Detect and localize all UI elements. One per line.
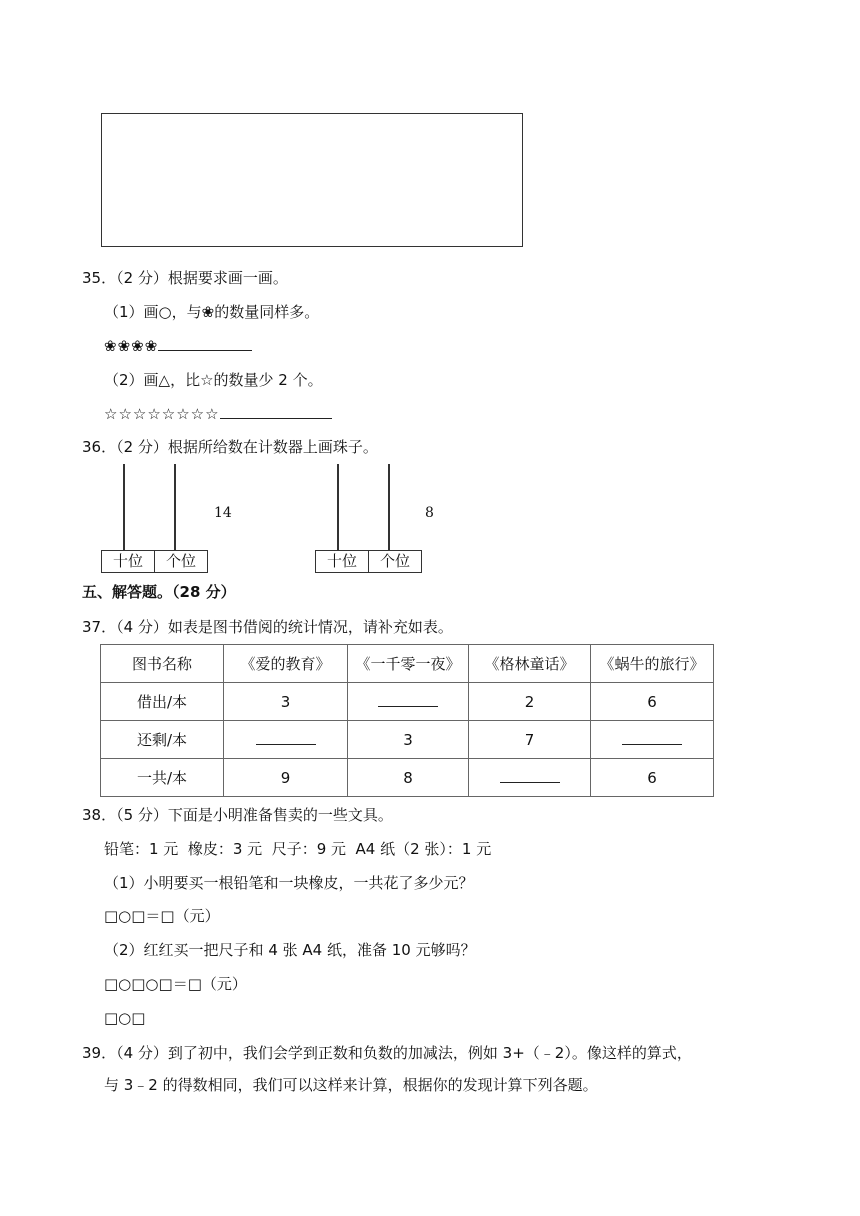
- q38-formula3[interactable]: □○□: [104, 1009, 146, 1027]
- flower-icons: ❀❀❀❀: [104, 337, 159, 355]
- q37-header: 37．（4 分）如表是图书借阅的统计情况，请补充如表。: [82, 618, 453, 636]
- header-cell: 《一千零一夜》: [348, 645, 469, 683]
- row-label: 还剩/本: [101, 721, 224, 759]
- row-label: 一共/本: [101, 759, 224, 797]
- abacus-2[interactable]: [315, 464, 435, 574]
- q35-header: 35．（2 分）根据要求画一画。: [82, 269, 288, 287]
- abacus-rod-ones: [174, 464, 176, 550]
- q36-header: 36．（2 分）根据所给数在计数器上画珠子。: [82, 438, 378, 456]
- table-cell-blank[interactable]: [469, 759, 591, 797]
- table-cell: 6: [591, 759, 714, 797]
- row-label: 借出/本: [101, 683, 224, 721]
- q35-flowers-row: [104, 336, 252, 356]
- table-header-row: [101, 645, 714, 683]
- q38-formula2[interactable]: □○□○□＝□（元）: [104, 975, 247, 993]
- q35-stars-row: [104, 404, 332, 424]
- tens-label: 十位: [112, 552, 143, 570]
- abacus-2-number: 8: [425, 505, 434, 521]
- drawing-answer-box[interactable]: [101, 113, 523, 247]
- table-cell: 9: [224, 759, 348, 797]
- q38-header: 38．（5 分）下面是小明准备售卖的一些文具。: [82, 806, 393, 824]
- abacus-rod-tens: [123, 464, 125, 550]
- abacus-base: [101, 550, 208, 573]
- answer-blank[interactable]: [378, 696, 438, 707]
- q39-line2: 与 3﹣2 的得数相同，我们可以这样来计算，根据你的发现计算下列各题。: [104, 1076, 598, 1094]
- table-cell: 6: [591, 683, 714, 721]
- header-cell: 《格林童话》: [469, 645, 591, 683]
- star-icons: ☆☆☆☆☆☆☆☆: [104, 405, 220, 423]
- table-cell-blank[interactable]: [224, 721, 348, 759]
- table-row: [101, 683, 714, 721]
- q38-prices: 铅笔：1 元 橡皮：3 元 尺子：9 元 A4 纸（2 张）：1 元: [104, 840, 492, 858]
- abacus-base: [315, 550, 422, 573]
- table-cell: 3: [348, 721, 469, 759]
- table-row: [101, 721, 714, 759]
- table-cell: 3: [224, 683, 348, 721]
- q35-answer-blank-2[interactable]: [220, 404, 332, 419]
- abacus-rod-tens: [337, 464, 339, 550]
- table-cell: 2: [469, 683, 591, 721]
- table-cell-blank[interactable]: [591, 721, 714, 759]
- q35-part1: （1）画○，与❀的数量同样多。: [104, 303, 320, 321]
- book-lending-table: [100, 644, 714, 797]
- table-row: [101, 759, 714, 797]
- abacus-1[interactable]: [101, 464, 221, 574]
- abacus-1-number: 14: [214, 505, 232, 521]
- table-cell: 7: [469, 721, 591, 759]
- q39-line1: 39．（4 分）到了初中，我们会学到正数和负数的加减法，例如 3+（﹣2）。像这样的算式，: [82, 1044, 692, 1062]
- answer-blank[interactable]: [500, 772, 560, 783]
- ones-label: 个位: [368, 551, 421, 572]
- answer-blank[interactable]: [256, 734, 316, 745]
- tens-label: 十位: [326, 552, 357, 570]
- q38-part1: （1）小明要买一根铅笔和一块橡皮，一共花了多少元？: [104, 874, 474, 892]
- q38-formula1[interactable]: □○□＝□（元）: [104, 907, 220, 925]
- answer-blank[interactable]: [622, 734, 682, 745]
- header-cell: 《蜗牛的旅行》: [591, 645, 714, 683]
- q38-part2: （2）红红买一把尺子和 4 张 A4 纸，准备 10 元够吗？: [104, 941, 476, 959]
- table-cell: 8: [348, 759, 469, 797]
- section-title: 五、解答题。（28 分）: [82, 583, 236, 601]
- q35-answer-blank-1[interactable]: [158, 336, 252, 351]
- ones-label: 个位: [154, 551, 207, 572]
- header-cell: 图书名称: [101, 645, 224, 683]
- abacus-rod-ones: [388, 464, 390, 550]
- q35-part2: （2）画△，比☆的数量少 2 个。: [104, 371, 323, 389]
- table-cell-blank[interactable]: [348, 683, 469, 721]
- header-cell: 《爱的教育》: [224, 645, 348, 683]
